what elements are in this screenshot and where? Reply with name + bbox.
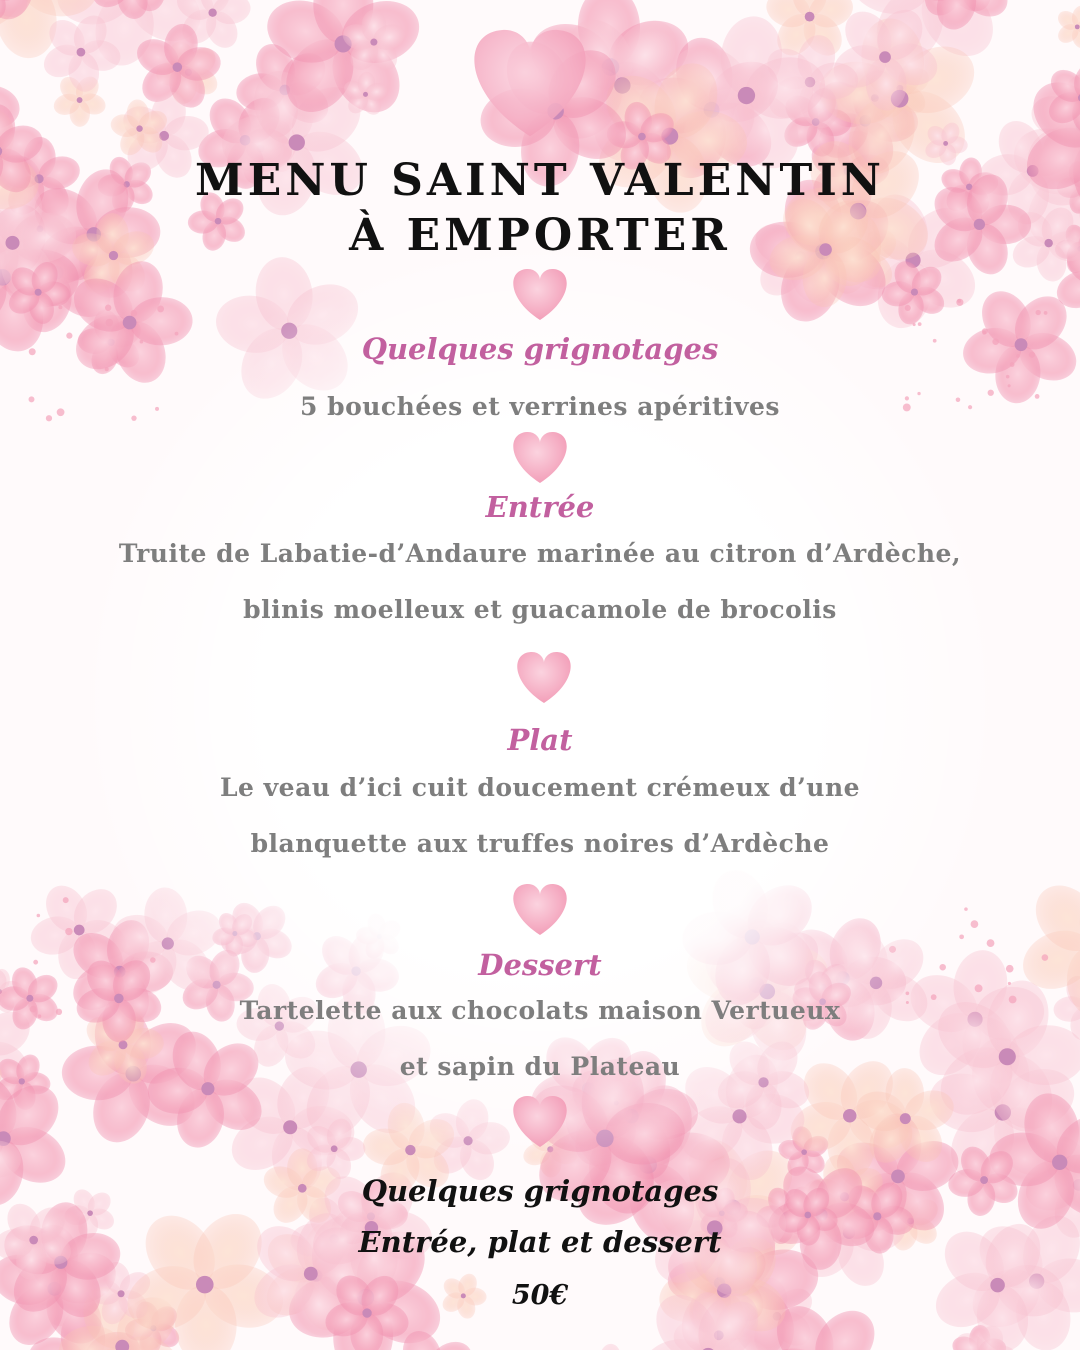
footer-line-2: Entrée, plat et dessert xyxy=(358,1225,722,1259)
section-heading-grignotages: Quelques grignotages xyxy=(361,332,719,366)
heart-icon xyxy=(513,432,566,483)
section-line: blinis moelleux et guacamole de brocolis xyxy=(243,595,837,624)
section-line: Truite de Labatie-d’Andaure marinée au citron d’Ardèche, xyxy=(118,539,962,568)
section-line: et sapin du Plateau xyxy=(399,1052,681,1081)
section-heading-plat: Plat xyxy=(507,723,573,757)
heart-icon xyxy=(517,652,570,703)
menu-title-line-2: À EMPORTER xyxy=(349,210,731,261)
footer-line-1: Quelques grignotages xyxy=(361,1174,719,1208)
section-line: blanquette aux truffes noires d’Ardèche xyxy=(250,829,830,858)
section-line: Le veau d’ici cuit doucement crémeux d’une xyxy=(219,773,861,802)
price: 50€ xyxy=(511,1280,569,1311)
menu-title-line-1: MENU SAINT VALENTIN xyxy=(194,155,886,206)
section-heading-entree: Entrée xyxy=(485,490,595,524)
heart-icon xyxy=(513,1096,566,1147)
heart-icon xyxy=(513,269,566,320)
section-line: 5 bouchées et verrines apéritives xyxy=(299,392,780,421)
section-line: Tartelette aux chocolats maison Vertueux xyxy=(239,996,841,1025)
heart-icon xyxy=(513,884,566,935)
section-heading-dessert: Dessert xyxy=(478,948,602,982)
heart-icon xyxy=(474,30,585,136)
